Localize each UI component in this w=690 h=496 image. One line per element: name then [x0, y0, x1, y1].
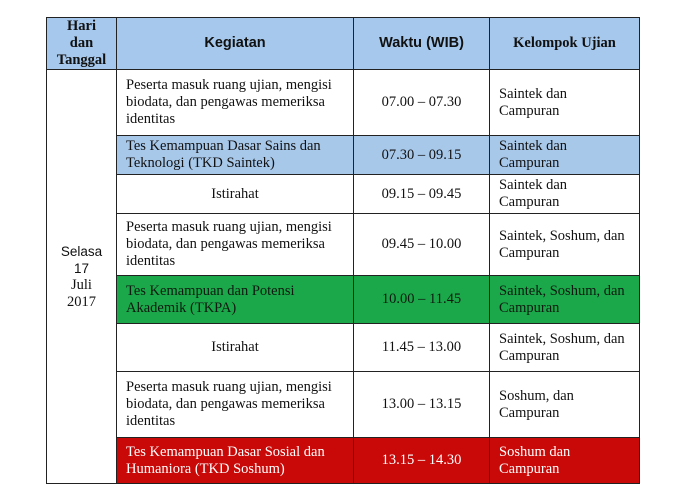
header-kelompok-ujian: Kelompok Ujian	[490, 18, 640, 70]
table-row	[47, 438, 640, 484]
table-row	[47, 372, 640, 438]
table-row	[47, 136, 640, 175]
header-waktu: Waktu (WIB)	[354, 18, 490, 70]
kegiatan-cell: Istirahat	[117, 324, 354, 372]
date-month-year: Juli 2017	[67, 276, 96, 310]
waktu-cell: 09.45 – 10.00	[354, 214, 490, 276]
kegiatan-cell: Tes Kemampuan Dasar Sains dan Teknologi (TKD Saintek)	[117, 136, 354, 175]
kegiatan-cell: Istirahat	[117, 175, 354, 214]
kegiatan-cell: Peserta masuk ruang ujian, mengisi biodata, dan pengawas memeriksa identitas	[117, 372, 354, 438]
schedule-table	[46, 17, 640, 484]
kelompok-cell: Soshum, dan Campuran	[490, 372, 640, 438]
date-cell	[47, 70, 117, 484]
kegiatan-cell: Peserta masuk ruang ujian, mengisi biodata, dan pengawas memeriksa identitas	[117, 214, 354, 276]
waktu-cell: 09.15 – 09.45	[354, 175, 490, 214]
waktu-cell: 07.00 – 07.30	[354, 70, 490, 136]
waktu-cell: 07.30 – 09.15	[354, 136, 490, 175]
table-row	[47, 324, 640, 372]
waktu-cell: 13.00 – 13.15	[354, 372, 490, 438]
kelompok-cell: Saintek, Soshum, dan Campuran	[490, 276, 640, 324]
kegiatan-cell: Peserta masuk ruang ujian, mengisi biodata, dan pengawas memeriksa identitas	[117, 70, 354, 136]
waktu-cell: 13.15 – 14.30	[354, 438, 490, 484]
kelompok-cell: Soshum dan Campuran	[490, 438, 640, 484]
kegiatan-cell: Tes Kemampuan Dasar Sosial dan Humaniora (TKD Soshum)	[117, 438, 354, 484]
table-row	[47, 70, 640, 136]
table-row	[47, 214, 640, 276]
header-kegiatan: Kegiatan	[117, 18, 354, 70]
table-row	[47, 276, 640, 324]
waktu-cell: 11.45 – 13.00	[354, 324, 490, 372]
kelompok-cell: Saintek dan Campuran	[490, 70, 640, 136]
kelompok-cell: Saintek, Soshum, dan Campuran	[490, 324, 640, 372]
waktu-cell: 10.00 – 11.45	[354, 276, 490, 324]
header-hari-tanggal: Hari dan Tanggal	[47, 18, 117, 70]
header-row	[47, 18, 640, 70]
kelompok-cell: Saintek dan Campuran	[490, 175, 640, 214]
kelompok-cell: Saintek dan Campuran	[490, 136, 640, 175]
table-row	[47, 175, 640, 214]
kegiatan-cell: Tes Kemampuan dan Potensi Akademik (TKPA)	[117, 276, 354, 324]
date-day: Selasa 17	[60, 243, 103, 276]
kelompok-cell: Saintek, Soshum, dan Campuran	[490, 214, 640, 276]
